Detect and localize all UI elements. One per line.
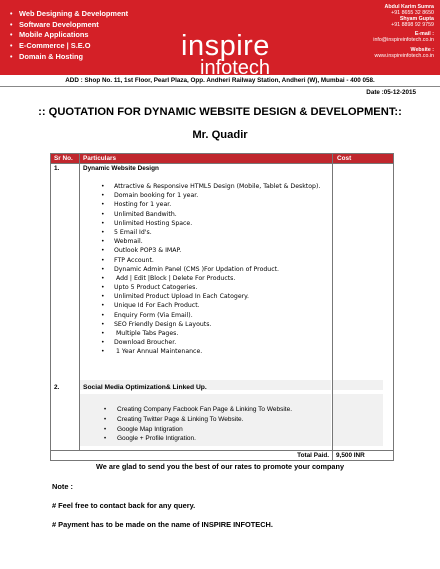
total-value: 9,500 INR [336,452,365,459]
note-title: Note : [52,482,73,491]
divider [0,86,440,87]
list-item: • Multiple Tabs Pages. [101,330,179,337]
row-highlight [333,394,383,446]
letterhead-banner [0,0,440,79]
contact-phone-1: +91 8655 32 8650 [391,10,434,17]
list-item: • Webmail. [101,238,143,246]
note-item: # Feel free to contact back for any query. [52,501,196,510]
list-item: • Unique Id For Each Product. [101,302,200,310]
row-1-sr-no: 1. [54,165,60,172]
contact-phone-2: +91 8898 92 9759 [391,22,434,29]
list-item: • Dynamic Admin Panel (CMS )For Updation of Product. [101,265,280,273]
promo-line: We are glad to send you the best of our rates to promote your company [96,462,344,471]
row-2-sr-no: 2. [54,384,60,391]
list-item: • Google Map Intigration [104,425,183,433]
list-item: • Unlimited Product Upload In Each Catogery. [101,293,249,301]
email-address[interactable]: info@inspireinfotech.co.in [373,37,434,44]
list-item: • 1 Year Annual Maintenance. [101,348,203,356]
services-list [10,9,128,62]
note-item: # Payment has to be made on the name of INSPIRE INFOTECH. [52,520,273,529]
service-item: • Web Designing & Development [10,9,129,18]
table-header-row [51,154,393,163]
list-item: • Domain booking for 1 year. [101,192,199,200]
client-name: Mr. Quadir [192,129,248,141]
service-item: • Software Development [10,19,99,29]
list-item: • Download Broucher. [101,339,177,347]
company-logo [181,30,271,79]
logo-word-inspire: inspire [181,30,270,62]
quotation-title: :: QUOTATION FOR DYNAMIC WEBSITE DESIGN & DEVELOPMENT:: [38,106,402,118]
company-address: ADD : Shop No. 11, 1st Floor, Pearl Plaza, Opp. Andheri Railway Station, Andheri (W), Mumbai - 400 058. [65,77,375,84]
list-item: • Unlimited Bandwith. [101,210,177,218]
list-item: • SEO Friendly Design & Layouts. [101,320,212,328]
service-item: • Domain & Hosting [10,51,84,61]
list-item: • Google + Profile Intigration. [104,435,196,443]
service-item: • Mobile Applications [10,30,89,40]
row-highlight [333,380,383,390]
header-particulars: Particulars [83,155,117,162]
header-sr-no: Sr No. [54,155,73,162]
list-item: • Outlook POP3 & IMAP. [101,247,182,255]
quotation-table [50,153,394,461]
list-item: • Upto 5 Product Catogeries. [101,284,198,292]
header-cost: Cost [337,155,352,162]
list-item: • Hosting for 1 year. [101,201,172,209]
list-item: • Attractive & Responsive HTML5 Design (Mobile, Tablet & Desktop). [101,183,321,190]
row-divider [51,450,393,451]
contact-name-2: Shyam Gupta [399,16,434,23]
row-1-feature-list [101,182,320,357]
list-item: • Creating Company Facbook Fan Page & Linking To Website. [104,406,292,413]
email-label: E-mail : [414,31,434,38]
list-item: • Creating Twitter Page & Linking To Website. [104,415,244,423]
list-item: • Add | Edit |Block | Delete For Products. [101,274,236,282]
row-2-heading: Social Media Optimization& Linked Up. [83,384,207,391]
website-url[interactable]: www.inspireinfotech.co.in [374,52,434,59]
list-item: • Unlimited Hosting Space. [101,219,193,227]
service-item: • E-Commerce | S.E.O [10,41,91,51]
website-label: Website : [410,46,434,53]
quotation-date: Date :05-12-2015 [366,89,416,96]
contact-block [373,4,434,59]
list-item: • 5 Email Id's. [101,228,152,236]
row-2-feature-list [104,405,292,444]
total-label: Total Paid. [297,452,329,459]
list-item: • Enquiry Form (Via Email). [101,311,193,319]
row-divider [51,163,393,164]
logo-word-infotech: infotech [200,57,271,79]
list-item: • FTP Account. [101,256,154,264]
contact-name-1: Abdul Karim Sumra [384,4,434,10]
row-1-heading: Dynamic Website Design [83,165,159,172]
